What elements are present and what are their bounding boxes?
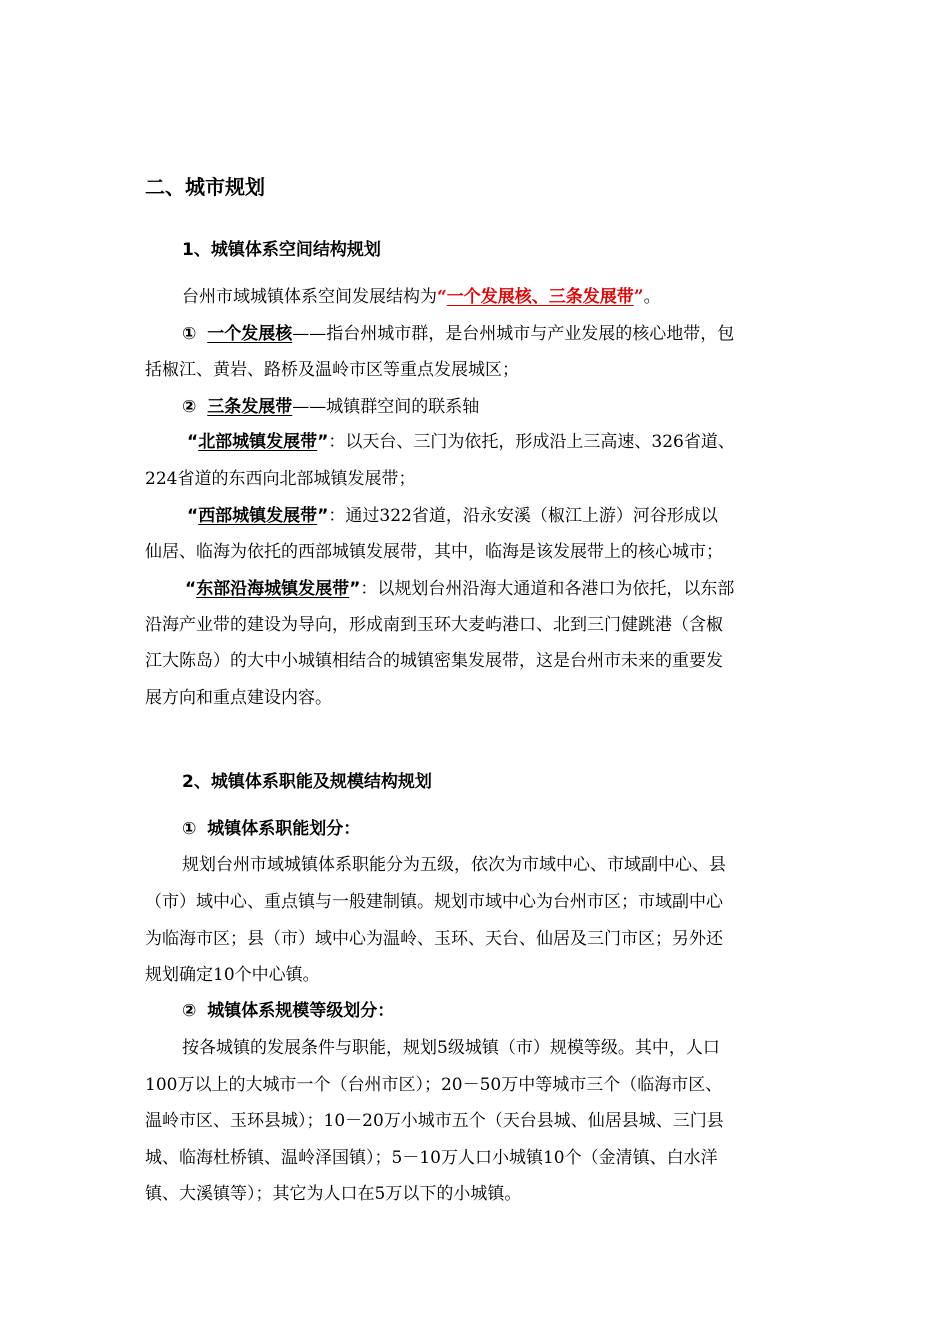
- scale-line-1: 按各城镇的发展条件与职能，规划5级城镇（市）规模等级。其中，人口: [182, 1038, 720, 1058]
- west-text-2: 仙居、临海为依托的西部城镇发展带，其中，临海是该发展带上的核心城市；: [145, 542, 723, 562]
- core-text-1: ——指台州城市群，是台州城市与产业发展的核心地带，包: [292, 324, 735, 344]
- func-label: 城镇体系职能划分：: [207, 819, 361, 839]
- intro-line: [182, 283, 661, 311]
- north-text-1: ：以天台、三门为依托，形成沿上三高速、326省道、: [328, 432, 735, 452]
- west-line-1: [187, 502, 718, 530]
- subsection-1-title: 1、城镇体系空间结构规划: [182, 240, 381, 260]
- north-quote-close: ”: [317, 432, 329, 452]
- east-line-1: [185, 575, 734, 603]
- belts-line: [182, 393, 479, 421]
- intro-suffix: 。: [643, 287, 661, 307]
- west-label: 西部城镇发展带: [198, 506, 318, 526]
- func-line-2: （市）域中心、重点镇与一般建制镇。规划市域中心为台州市区；市域副中心: [145, 892, 723, 912]
- scale-line-2: 100万以上的大城市一个（台州市区）；20－50万中等城市三个（临海市区、: [145, 1075, 723, 1095]
- intro-quote-close: ”: [633, 287, 644, 307]
- func-marker: ①: [182, 819, 197, 839]
- north-line-1: [187, 428, 735, 456]
- scale-heading: [182, 997, 394, 1025]
- east-label: 东部沿海城镇发展带: [196, 579, 350, 599]
- scale-label: 城镇体系规模等级划分：: [207, 1001, 395, 1021]
- east-quote-open: “: [185, 579, 197, 599]
- func-line-1: 规划台州市域城镇体系职能分为五级，依次为市域中心、市域副中心、县: [182, 855, 726, 875]
- belts-label: 三条发展带: [207, 397, 293, 417]
- core-line-1: [182, 320, 734, 348]
- intro-highlight: 一个发展核、三条发展带: [446, 287, 634, 307]
- scale-line-5: 镇、大溪镇等）；其它为人口在5万以下的小城镇。: [145, 1184, 522, 1204]
- scale-line-3: 温岭市区、玉环县城）；10－20万小城市五个（天台县城、仙居县城、三门县: [145, 1111, 724, 1131]
- belts-marker: ②: [182, 397, 197, 417]
- east-text-4: 展方向和重点建设内容。: [145, 688, 332, 708]
- scale-marker: ②: [182, 1001, 197, 1021]
- core-text-2: 括椒江、黄岩、路桥及温岭市区等重点发展城区；: [145, 360, 519, 380]
- east-quote-close: ”: [349, 579, 361, 599]
- core-marker: ①: [182, 324, 197, 344]
- subsection-2-title: 2、城镇体系职能及规模结构规划: [182, 772, 432, 792]
- intro-prefix: 台州市域城镇体系空间发展结构为: [182, 287, 437, 307]
- west-quote-close: ”: [317, 506, 329, 526]
- north-quote-open: “: [187, 432, 199, 452]
- section-title: 二、城市规划: [145, 175, 265, 199]
- func-heading: [182, 815, 360, 843]
- belts-text: ——城镇群空间的联系轴: [292, 397, 480, 417]
- scale-line-4: 城、临海杜桥镇、温岭泽国镇）；5－10万人口小城镇10个（金清镇、白水洋: [145, 1148, 718, 1168]
- core-label: 一个发展核: [207, 324, 293, 344]
- west-quote-open: “: [187, 506, 199, 526]
- east-text-2: 沿海产业带的建设为导向，形成南到玉环大麦屿港口、北到三门健跳港（含椒: [145, 615, 723, 635]
- north-label: 北部城镇发展带: [198, 432, 318, 452]
- west-text-1: ：通过322省道，沿永安溪（椒江上游）河谷形成以: [328, 506, 718, 526]
- north-text-2: 224省道的东西向北部城镇发展带；: [145, 469, 416, 489]
- func-line-3: 为临海市区；县（市）域中心为温岭、玉环、天台、仙居及三门市区；另外还: [145, 929, 723, 949]
- intro-quote-open: “: [437, 287, 447, 307]
- east-text-1: ：以规划台州沿海大通道和各港口为依托，以东部: [360, 579, 735, 599]
- func-line-4: 规划确定10个中心镇。: [145, 965, 320, 985]
- east-text-3: 江大陈岛）的大中小城镇相结合的城镇密集发展带，这是台州市未来的重要发: [145, 651, 723, 671]
